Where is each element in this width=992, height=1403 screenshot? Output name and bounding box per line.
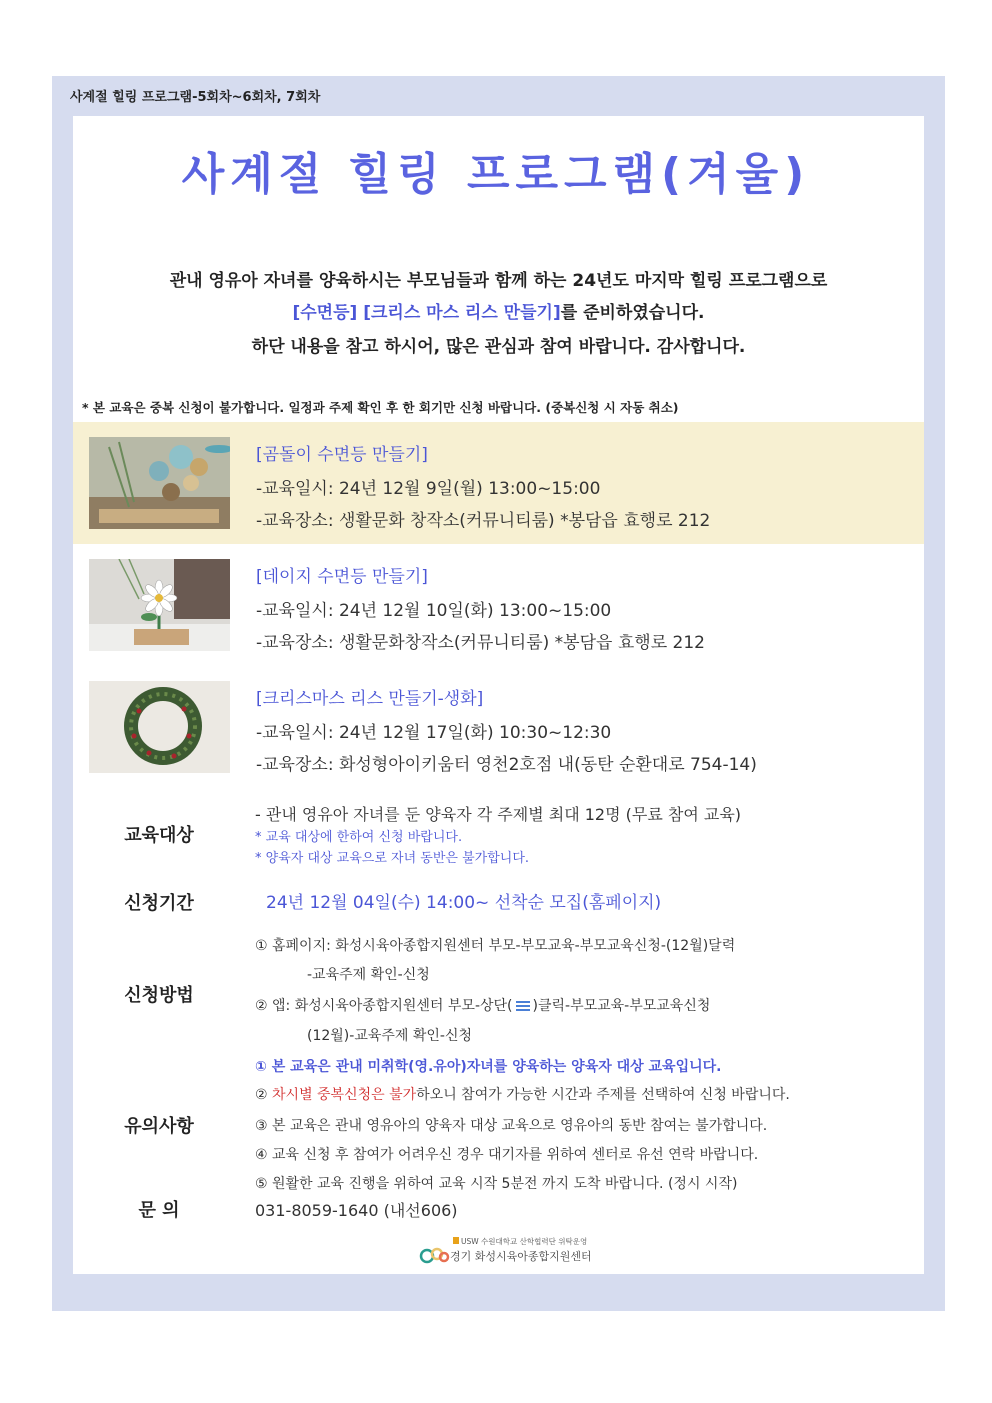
target-note-1: * 교육 대상에 한하여 신청 바랍니다. xyxy=(255,830,463,845)
cautions-label: 유의사항 xyxy=(124,1116,194,1137)
program-place: -교육장소: 생활문화 창작소(커뮤니티룸) *봉담읍 효행로 212 xyxy=(256,511,711,531)
menu-icon xyxy=(515,999,531,1013)
program-name: [데이지 수면등 만들기] xyxy=(256,567,428,587)
method-label: 신청방법 xyxy=(124,985,194,1006)
caution-5: ⑤ 원활한 교육 진행을 위하여 교육 시작 5분전 까지 도착 바랍니다. (정시 시작) xyxy=(255,1176,738,1192)
caution-4: ④ 교육 신청 후 참여가 어려우신 경우 대기자를 위하여 센터로 유선 연락 바랍니다. xyxy=(255,1147,759,1163)
caution-2-number: ② xyxy=(255,1087,273,1103)
method-app-end: )클릭-부모교육-부모교육신청 xyxy=(532,998,711,1014)
method-app-cont: (12월)-교육주제 확인-신청 xyxy=(307,1028,473,1044)
period-label: 신청기간 xyxy=(124,893,194,914)
intro-line-1: 관내 영유아 자녀를 양육하시는 부모님들과 함께 하는 24년도 마지막 힐링 프로그램으로 xyxy=(169,271,828,291)
program-card-wreath xyxy=(73,666,924,788)
page-title: 사계절 힐링 프로그램(겨울) xyxy=(181,149,811,200)
duplicate-notice: * 본 교육은 중복 신청이 불가합니다. 일정과 주제 확인 후 한 회기만 신청 바랍니다. (중복신청 시 자동 취소) xyxy=(82,400,679,415)
program-card-daisy xyxy=(73,544,924,666)
bear-lamp-photo xyxy=(89,437,230,529)
intro-line-2 xyxy=(73,298,924,323)
caution-2-highlight: 차시별 중복신청은 불가 xyxy=(272,1087,417,1103)
wreath-photo xyxy=(89,681,230,773)
program-name: [크리스마스 리스 만들기-생화] xyxy=(256,689,484,709)
method-app xyxy=(255,995,710,1015)
center-logo xyxy=(418,1236,618,1266)
intro-line-3: 하단 내용을 참고 하시어, 많은 관심과 참여 바랍니다. 감사합니다. xyxy=(251,337,746,357)
program-place: -교육장소: 화성형아이키움터 영천2호점 내(동탄 순환대로 754-14) xyxy=(256,755,757,775)
caution-1: ① 본 교육은 관내 미취학(영.유아)자녀를 양육하는 양육자 대상 교육입니다. xyxy=(255,1059,722,1075)
method-app-start: ② 앱: 화성시육아종합지원센터 부모-상단( xyxy=(255,998,513,1014)
contact-value: 031-8059-1640 (내선606) xyxy=(255,1201,458,1220)
logo-top-text: USW 수원대학교 산학협력단 위탁운영 xyxy=(461,1237,588,1246)
program-place: -교육장소: 생활문화창작소(커뮤니티룸) *봉담읍 효행로 212 xyxy=(256,633,705,653)
logo-name: 경기 화성시육아종합지원센터 xyxy=(450,1250,592,1263)
caution-2-rest: 하오니 참여가 가능한 시간과 주제를 선택하여 신청 바랍니다. xyxy=(416,1087,790,1103)
intro-highlight: [수면등] [크리스 마스 리스 만들기] xyxy=(292,303,561,323)
target-label: 교육대상 xyxy=(124,825,194,846)
program-date: -교육일시: 24년 12월 17일(화) 10:30~12:30 xyxy=(256,723,612,743)
target-note-2: * 양육자 대상 교육으로 자녀 동반은 불가합니다. xyxy=(255,851,530,866)
intro-line-2-rest: 를 준비하였습니다. xyxy=(560,303,705,323)
program-date: -교육일시: 24년 12월 9일(월) 13:00~15:00 xyxy=(256,479,601,499)
target-line: - 관내 영유아 자녀를 둔 양육자 각 주제별 최대 12명 (무료 참여 교육) xyxy=(255,805,742,824)
method-homepage: ① 홈페이지: 화성시육아종합지원센터 부모-부모교육-부모교육신청-(12월)달력 xyxy=(255,938,736,954)
caution-2 xyxy=(255,1084,790,1104)
period-value: 24년 12월 04일(수) 14:00~ 선착순 모집(홈페이지) xyxy=(266,893,662,913)
daisy-lamp-photo xyxy=(89,559,230,651)
header-label: 사계절 힐링 프로그램-5회차~6회차, 7회차 xyxy=(70,90,321,105)
method-homepage-cont: -교육주제 확인-신청 xyxy=(307,967,430,983)
contact-label: 문 의 xyxy=(138,1200,180,1221)
program-date: -교육일시: 24년 12월 10일(화) 13:00~15:00 xyxy=(256,601,612,621)
program-name: [곰돌이 수면등 만들기] xyxy=(256,445,428,465)
program-card-bear xyxy=(73,422,924,544)
caution-3: ③ 본 교육은 관내 영유아의 양육자 대상 교육으로 영유아의 동반 참여는 불가합니다. xyxy=(255,1118,768,1134)
